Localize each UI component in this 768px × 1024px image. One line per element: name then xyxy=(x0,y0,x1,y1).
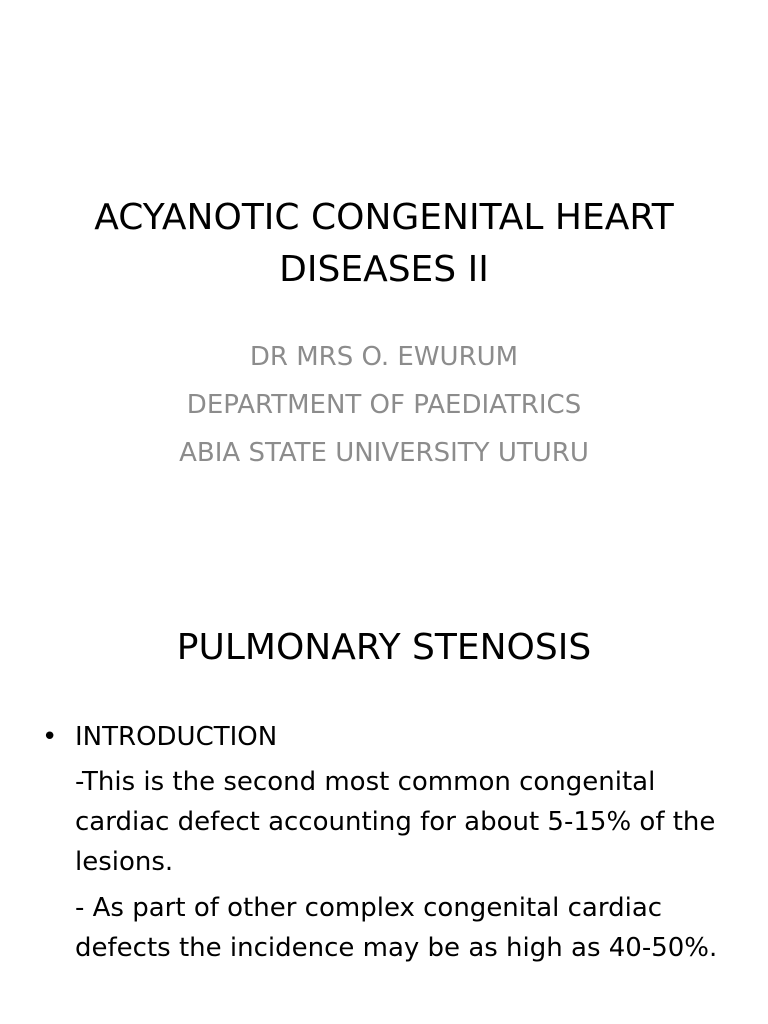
slide-title xyxy=(40,192,728,296)
institution-name: ABIA STATE UNIVERSITY UTURU xyxy=(179,438,589,468)
slide-body xyxy=(42,717,732,974)
department-name: DEPARTMENT OF PAEDIATRICS xyxy=(186,390,582,420)
slide-title-line-2: DISEASES II xyxy=(279,249,489,290)
paragraph-2: - As part of other complex congenital cardiac defects the incidence may be as high as 40-50%. xyxy=(75,893,718,963)
author-name: DR MRS O. EWURUM xyxy=(249,342,519,372)
section-title: PULMONARY STENOSIS xyxy=(176,627,592,668)
slide-title-line-1: ACYANOTIC CONGENITAL HEART xyxy=(94,197,674,238)
bullet-icon: • xyxy=(42,722,58,752)
bullet-item xyxy=(42,717,732,757)
paragraph-1: -This is the second most common congenital cardiac defect accounting for about 5-15% of the lesions. xyxy=(75,767,716,877)
bullet-heading: INTRODUCTION xyxy=(75,722,278,752)
slide-subtitle xyxy=(40,333,728,477)
content-slide xyxy=(0,512,768,1024)
